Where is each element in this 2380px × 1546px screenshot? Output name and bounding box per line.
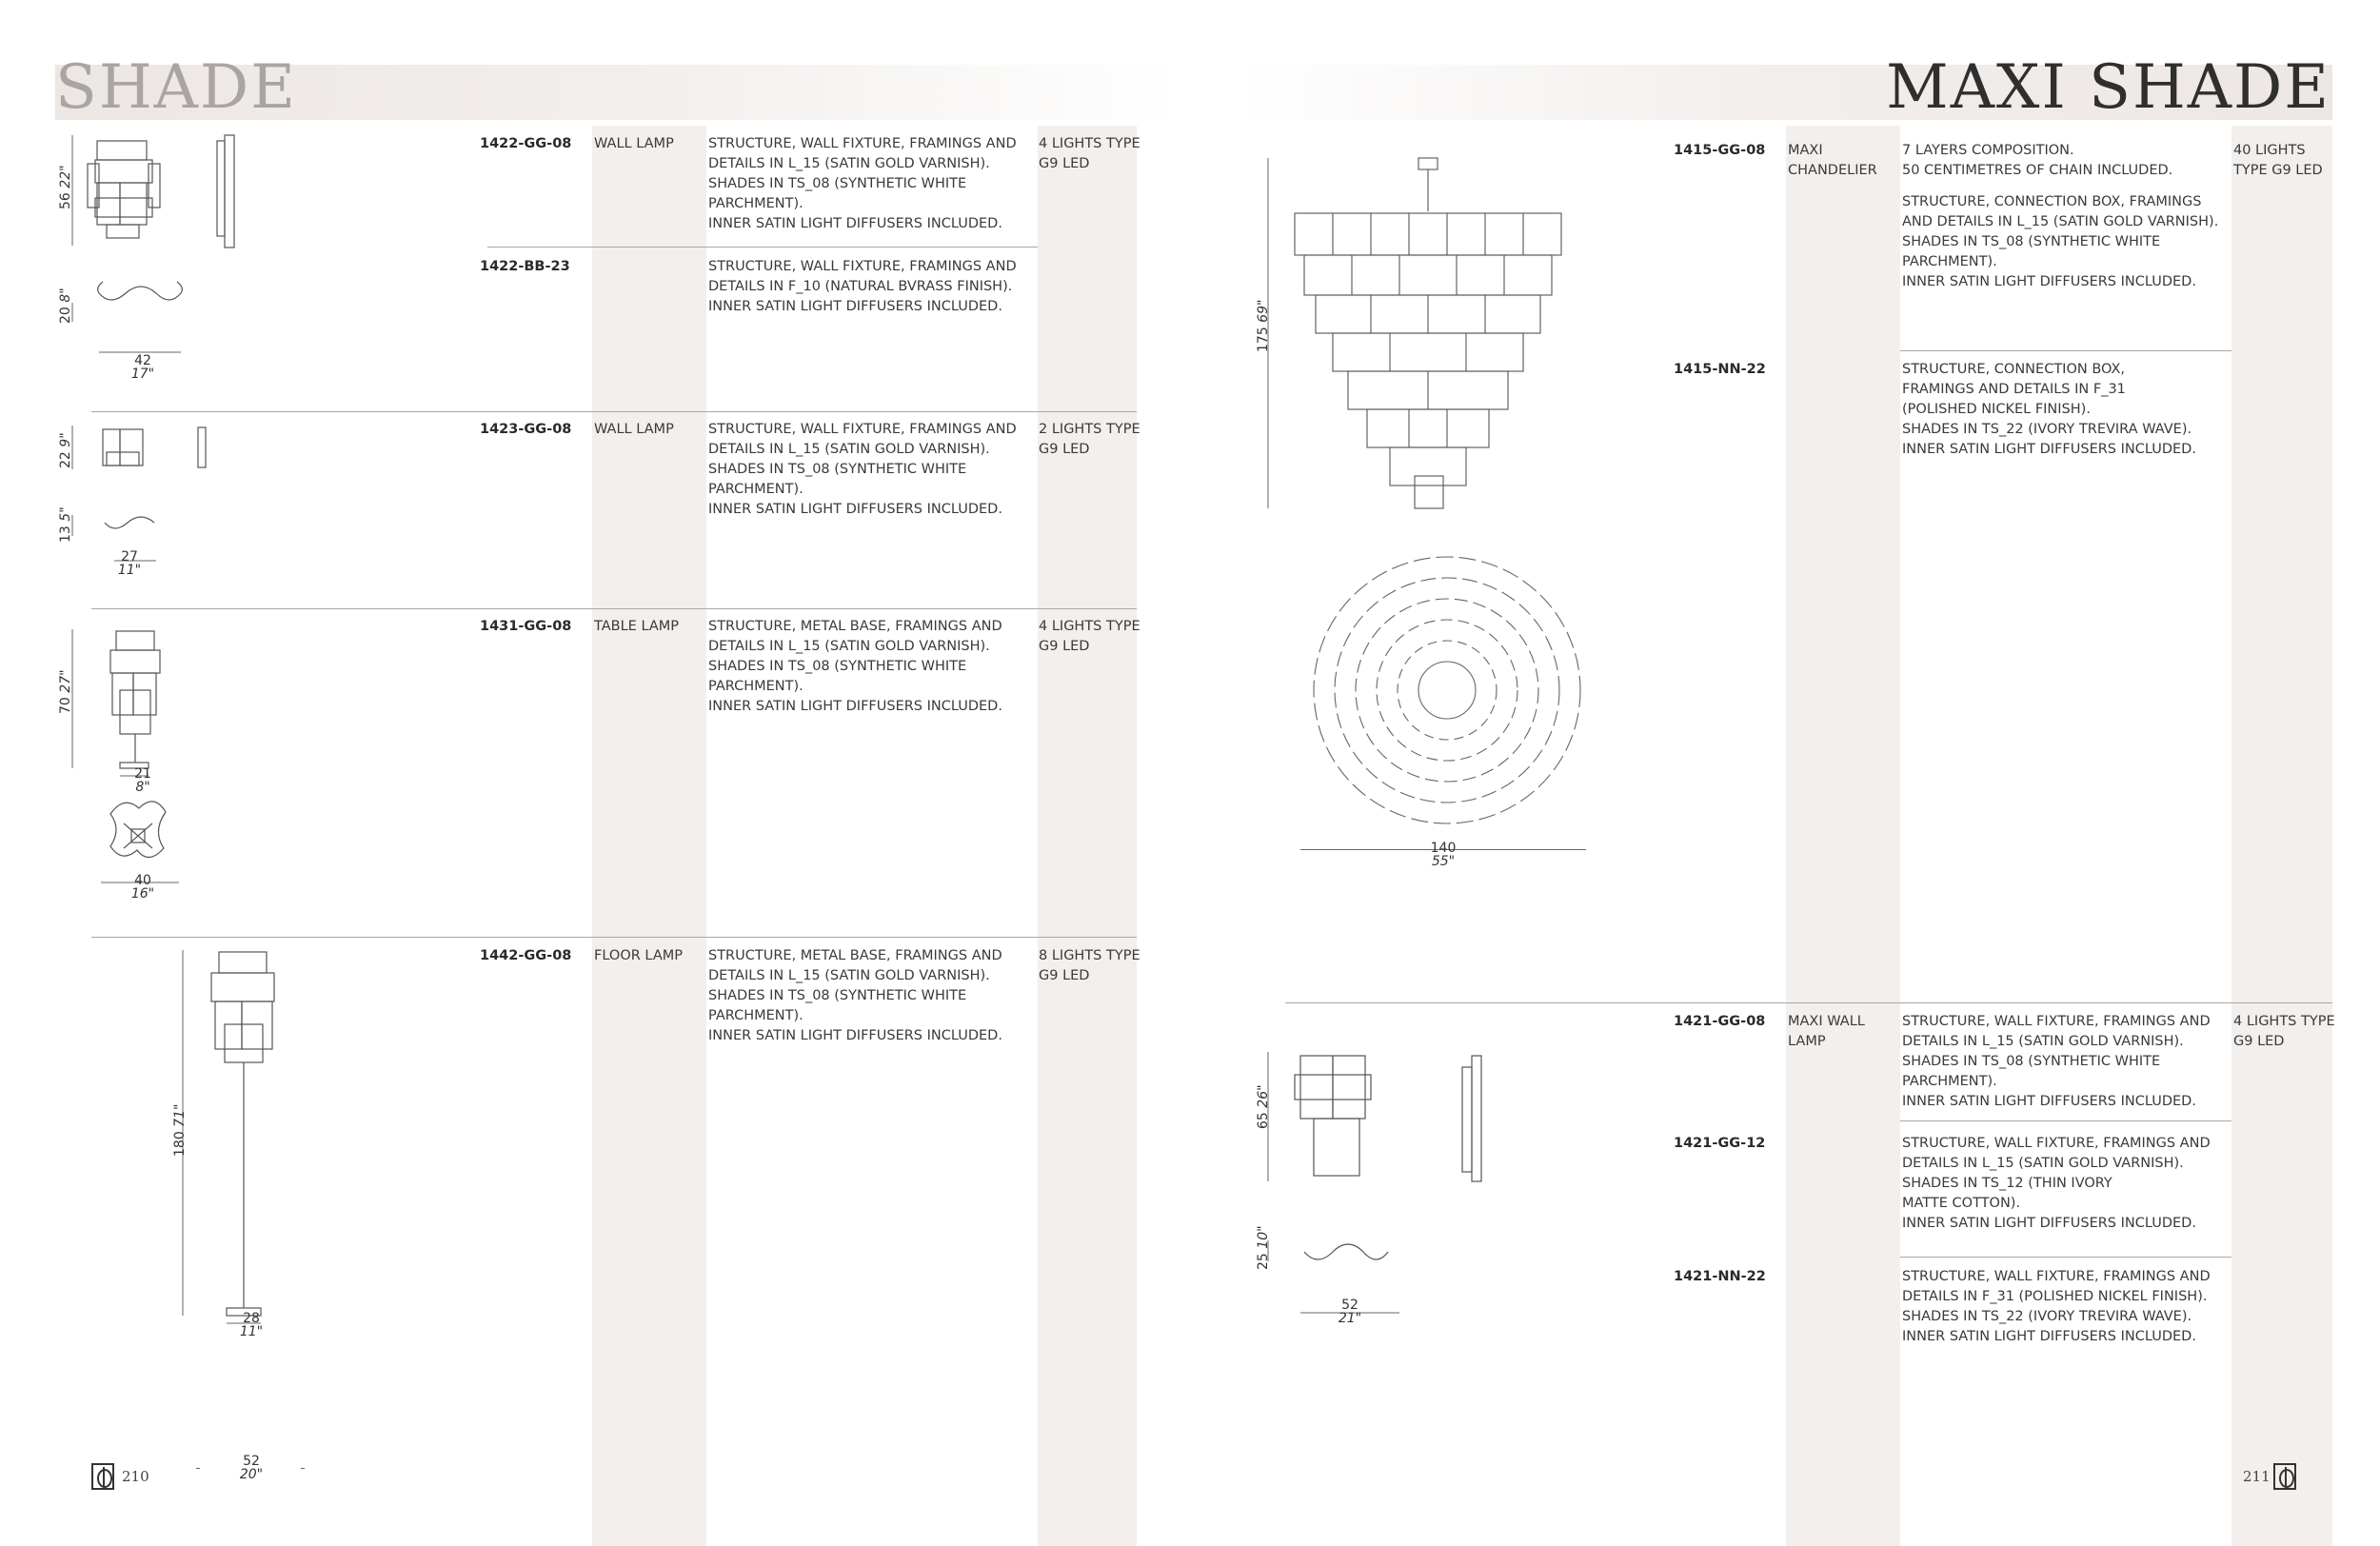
row-separator: [1900, 1257, 2231, 1258]
dim-wall1422-height: 56 22": [58, 165, 73, 209]
dim-wall1422-depth: 20 8": [58, 287, 73, 324]
dim-chandelier-width: 140 55": [1430, 841, 1457, 869]
product-description: STRUCTURE, WALL FIXTURE, FRAMINGS AND DETAILS IN L_15 (SATIN GOLD VARNISH). SHADES IN TS_08 (SYNTHETIC WHITE PARCHMENT). INNER SATIN LIGHT DIFFUSERS INCLUDED.: [708, 136, 1017, 231]
brand-logo-icon: [91, 1463, 114, 1490]
chandelier-top-view-drawing: [1304, 547, 1590, 833]
right-type-column-band: [1786, 126, 1900, 1546]
right-page-number: 211: [2243, 1468, 2271, 1485]
product-description: STRUCTURE, WALL FIXTURE, FRAMINGS AND DETAILS IN L_15 (SATIN GOLD VARNISH). SHADES IN TS_12 (THIN IVORY MATTE COTTON). INNER SATIN LIGHT DIFFUSERS INCLUDED.: [1902, 1136, 2211, 1231]
row-separator: [1900, 350, 2231, 351]
chandelier-drawing: [1257, 152, 1618, 524]
product-lights: 4 LIGHTS TYPE G9 LED: [2233, 1014, 2335, 1049]
product-description: STRUCTURE, WALL FIXTURE, FRAMINGS AND DETAILS IN F_31 (POLISHED NICKEL FINISH). SHADES IN TS_22 (IVORY TREVIRA WAVE). INNER SATIN LIGHT DIFFUSERS INCLUDED.: [1902, 1269, 2211, 1344]
product-code: 1442-GG-08: [480, 948, 572, 963]
product-code: 1421-GG-08: [1674, 1014, 1766, 1029]
product-description: STRUCTURE, WALL FIXTURE, FRAMINGS AND DETAILS IN F_10 (NATURAL BVRASS FINISH). INNER SATIN LIGHT DIFFUSERS INCLUDED.: [708, 259, 1017, 314]
product-type: FLOOR LAMP: [594, 948, 683, 963]
table-lamp-drawing: [57, 624, 248, 909]
dim-wall1423-depth: 13 5": [58, 506, 73, 543]
row-separator: [91, 937, 1137, 938]
dim-table-width: 40 16": [130, 873, 155, 902]
left-page-number: 210: [122, 1468, 149, 1485]
dim-maxi-wall-height: 65 26": [1256, 1084, 1271, 1129]
product-type: TABLE LAMP: [594, 619, 680, 634]
product-type: WALL LAMP: [594, 422, 674, 437]
row-separator: [1900, 1120, 2231, 1121]
product-code: 1421-NN-22: [1674, 1269, 1766, 1284]
product-code: 1422-GG-08: [480, 136, 572, 151]
left-type-column-band: [592, 126, 706, 1546]
dim-floor-base: 28 11": [239, 1311, 264, 1339]
left-lights-column-band: [1038, 126, 1137, 1546]
product-code: 1421-GG-12: [1674, 1136, 1766, 1151]
product-description-top: 7 LAYERS COMPOSITION. 50 CENTIMETRES OF CHAIN INCLUDED.: [1902, 143, 2173, 178]
product-description: STRUCTURE, WALL FIXTURE, FRAMINGS AND DETAILS IN L_15 (SATIN GOLD VARNISH). SHADES IN TS_08 (SYNTHETIC WHITE PARCHMENT). INNER SATIN LIGHT DIFFUSERS INCLUDED.: [708, 422, 1017, 517]
product-code: 1415-NN-22: [1674, 362, 1766, 377]
product-description: STRUCTURE, CONNECTION BOX, FRAMINGS AND DETAILS IN L_15 (SATIN GOLD VARNISH). SHADES IN TS_08 (SYNTHETIC WHITE PARCHMENT). INNER SATIN LIGHT DIFFUSERS INCLUDED.: [1902, 194, 2219, 289]
dim-maxi-wall-width: 52 21": [1338, 1298, 1362, 1326]
right-page-title: MAXI SHADE: [1886, 52, 2330, 123]
product-code: 1431-GG-08: [480, 619, 572, 634]
dim-table-height: 70 27": [58, 669, 73, 714]
row-separator: [91, 411, 1137, 412]
dim-tick: [301, 1468, 305, 1469]
dim-chandelier-height: 175 69": [1256, 299, 1271, 352]
product-description: STRUCTURE, METAL BASE, FRAMINGS AND DETAILS IN L_15 (SATIN GOLD VARNISH). SHADES IN TS_08 (SYNTHETIC WHITE PARCHMENT). INNER SATIN LIGHT DIFFUSERS INCLUDED.: [708, 619, 1002, 714]
right-lights-column-band: [2231, 126, 2332, 1546]
product-description: STRUCTURE, CONNECTION BOX, FRAMINGS AND DETAILS IN F_31 (POLISHED NICKEL FINISH). SHADES IN TS_22 (IVORY TREVIRA WAVE). INNER SATIN LIGHT DIFFUSERS INCLUDED.: [1902, 362, 2196, 457]
product-lights: 2 LIGHTS TYPE G9 LED: [1039, 422, 1140, 457]
product-code: 1415-GG-08: [1674, 143, 1766, 158]
row-separator: [1285, 1002, 2332, 1003]
product-lights: 4 LIGHTS TYPE G9 LED: [1039, 136, 1140, 171]
dim-tick: [196, 1468, 200, 1469]
floor-lamp-drawing: [171, 942, 324, 1342]
product-lights: 4 LIGHTS TYPE G9 LED: [1039, 619, 1140, 654]
product-description: STRUCTURE, METAL BASE, FRAMINGS AND DETAILS IN L_15 (SATIN GOLD VARNISH). SHADES IN TS_08 (SYNTHETIC WHITE PARCHMENT). INNER SATIN LIGHT DIFFUSERS INCLUDED.: [708, 948, 1002, 1043]
product-code: 1422-BB-23: [480, 259, 570, 274]
row-separator: [91, 608, 1137, 609]
brand-logo-icon: [2273, 1463, 2296, 1490]
dim-wall1422-width: 42 17": [130, 353, 155, 382]
dim-maxi-wall-depth: 25 10": [1256, 1225, 1271, 1270]
row-separator: [487, 247, 1038, 248]
product-type: MAXI CHANDELIER: [1788, 143, 1877, 178]
product-code: 1423-GG-08: [480, 422, 572, 437]
maxi-wall-lamp-drawing: [1257, 1033, 1523, 1338]
wall-lamp-1423-drawing: [57, 424, 248, 576]
left-page-title: SHADE: [55, 52, 297, 123]
product-type: WALL LAMP: [594, 136, 674, 151]
product-lights: 40 LIGHTS TYPE G9 LED: [2233, 143, 2323, 178]
dim-table-base: 21 8": [134, 766, 151, 795]
product-lights: 8 LIGHTS TYPE G9 LED: [1039, 948, 1140, 983]
dim-floor-width: 52 20": [239, 1454, 264, 1482]
product-type: MAXI WALL LAMP: [1788, 1014, 1865, 1049]
dim-wall1423-width: 27 11": [117, 549, 142, 578]
product-description: STRUCTURE, WALL FIXTURE, FRAMINGS AND DETAILS IN L_15 (SATIN GOLD VARNISH). SHADES IN TS_08 (SYNTHETIC WHITE PARCHMENT). INNER SATIN LIGHT DIFFUSERS INCLUDED.: [1902, 1014, 2211, 1109]
dim-wall1423-height: 22 9": [58, 432, 73, 468]
wall-lamp-1422-drawing: [57, 131, 257, 382]
dim-floor-height: 180 71": [172, 1103, 188, 1157]
